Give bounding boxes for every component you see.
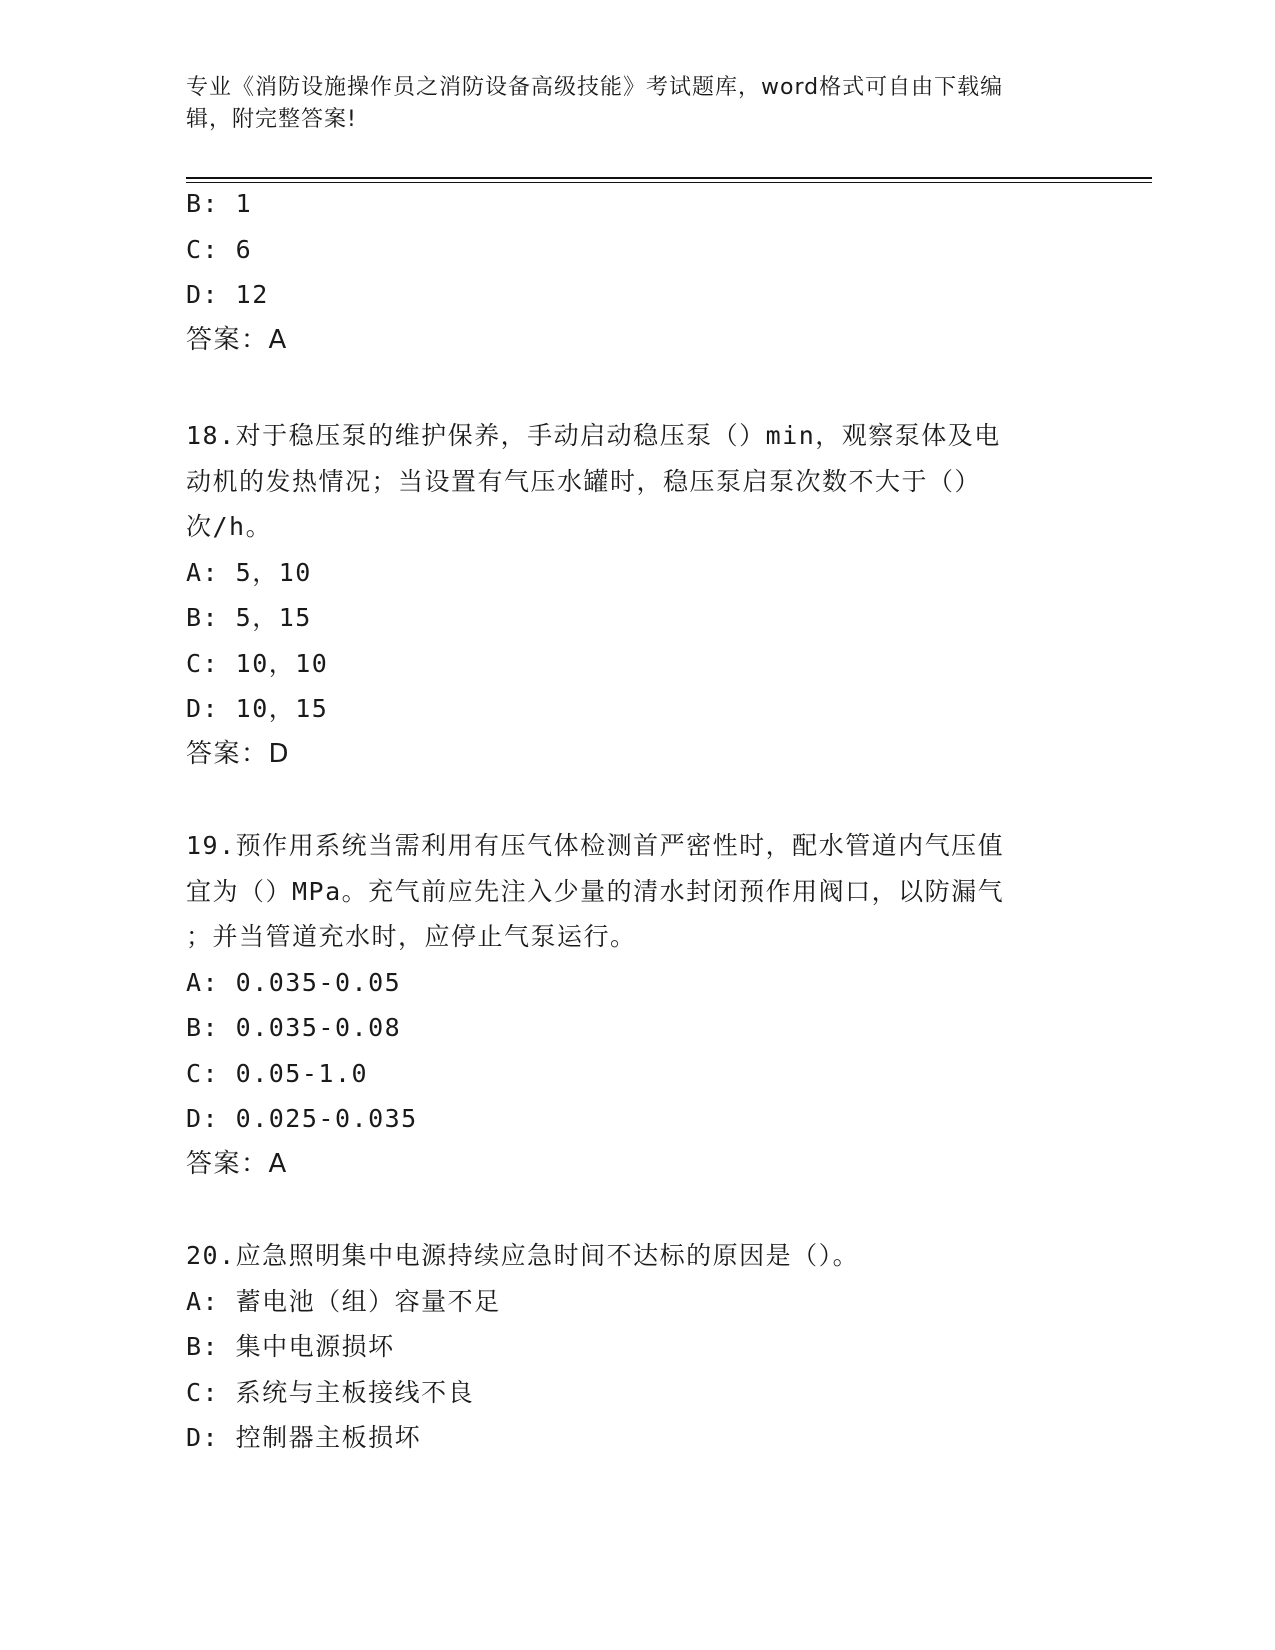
- option-a: A: 0.035-0.05: [186, 967, 402, 997]
- answer-line: 答案：A: [186, 1148, 288, 1179]
- option-c: C: 10，10: [186, 648, 329, 678]
- option-d: D: 0.025-0.035: [186, 1104, 418, 1133]
- question-stem-line: 动机的发热情况；当设置有气压水罐时，稳压泵启泵次数不大于（）: [186, 466, 982, 496]
- option-b: B: 1: [186, 189, 253, 218]
- page-header: [186, 72, 1066, 136]
- question-17-tail: [186, 181, 1086, 363]
- answer-line: 答案：D: [186, 738, 291, 769]
- header-line-1: 专业《消防设施操作员之消防设备高级技能》考试题库，word格式可自由下载编: [186, 75, 1004, 100]
- option-c: C: 系统与主板接线不良: [186, 1377, 475, 1407]
- option-a: A: 5，10: [186, 557, 312, 587]
- question-18: [186, 413, 1086, 777]
- header-divider-thick: [186, 177, 1152, 179]
- option-b: B: 5，15: [186, 603, 312, 632]
- question-stem-line: 18.对于稳压泵的维护保养，手动启动稳压泵（）min，观察泵体及电: [186, 421, 1001, 450]
- question-stem-line: 19.预作用系统当需利用有压气体检测首严密性时，配水管道内气压值: [186, 831, 1005, 860]
- option-d: D: 12: [186, 280, 269, 309]
- question-stem-line: 20.应急照明集中电源持续应急时间不达标的原因是（）。: [186, 1241, 860, 1270]
- question-stem-line: ；并当管道充水时，应停止气泵运行。: [186, 922, 637, 951]
- question-stem-line: 次/h。: [186, 512, 273, 541]
- option-b: B: 0.035-0.08: [186, 1013, 402, 1042]
- option-b: B: 集中电源损坏: [186, 1332, 395, 1361]
- option-d: D: 10，15: [186, 694, 329, 723]
- option-c: C: 6: [186, 234, 253, 264]
- question-19: [186, 823, 1086, 1187]
- option-d: D: 控制器主板损坏: [186, 1423, 422, 1452]
- option-a: A: 蓄电池（组）容量不足: [186, 1286, 501, 1316]
- answer-line: 答案：A: [186, 324, 288, 355]
- question-stem-line: 宜为（）MPa。充气前应先注入少量的清水封闭预作用阀口，以防漏气: [186, 876, 1005, 906]
- question-20: [186, 1233, 1086, 1461]
- option-c: C: 0.05-1.0: [186, 1058, 369, 1088]
- header-line-2: 辑，附完整答案!: [186, 107, 357, 132]
